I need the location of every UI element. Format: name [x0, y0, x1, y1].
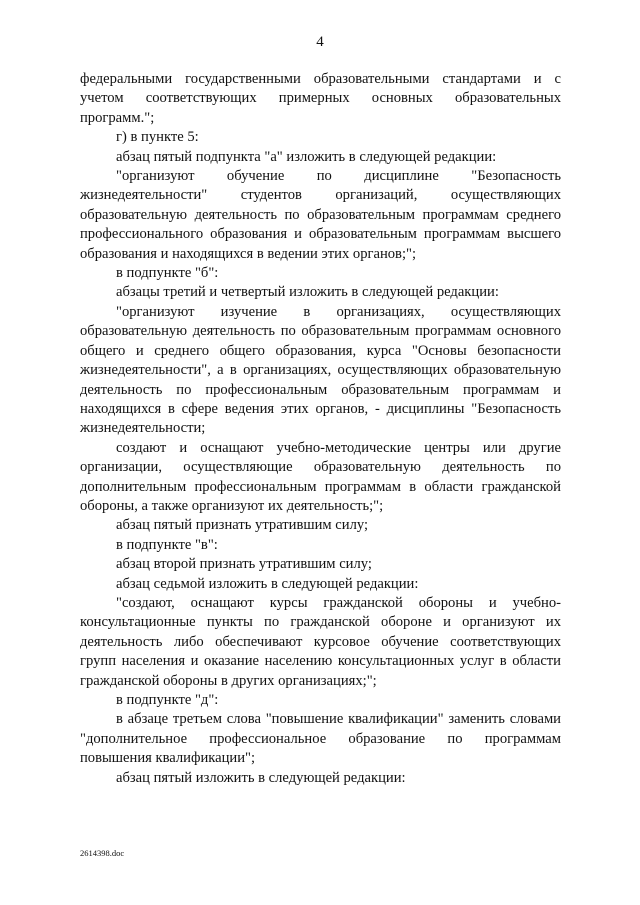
paragraph: абзац пятый подпункта "а" изложить в следующей редакции:	[116, 148, 497, 165]
paragraph: в абзаце третьем слова "повышение квалификации" заменить словами "дополнительное профессиональное образование по программам повышения квалификации";	[80, 711, 561, 767]
paragraph: г) в пункте 5:	[116, 129, 199, 146]
paragraph: в подпункте "в":	[116, 536, 218, 553]
paragraph: абзацы третий и четвертый изложить в следующей редакции:	[116, 284, 499, 301]
paragraph: "создают, оснащают курсы гражданской обороны и учебно-консультационные пункты по гражданской обороне и организуют их деятельность либо обеспечивают курсовое обучение соответствующих групп населения и оказание населению консультационных услуг в области гражданской обороны в других организациях;";	[80, 594, 561, 689]
paragraph: в подпункте "б":	[116, 265, 219, 282]
paragraph: абзац пятый признать утратившим силу;	[116, 517, 369, 534]
paragraph: абзац седьмой изложить в следующей редакции:	[116, 575, 419, 592]
paragraph: абзац второй признать утратившим силу;	[116, 556, 372, 573]
paragraph: "организуют изучение в организациях, осуществляющих образовательную деятельность по образовательным программам основного общего и среднего общего образования, курса "Основы безопасности жизнедеятельности", а в организациях, осуществляющих образовательную деятельность по профессиональным образовательным программам и находящихся в сфере ведения этих органов, - дисциплины "Безопасность жизнедеятельности;	[80, 303, 561, 437]
paragraph: создают и оснащают учебно-методические центры или другие организации, осуществляющие образовательную деятельность по дополнительным профессиональным программам в области гражданской обороны, а также организуют их деятельность;";	[80, 439, 561, 514]
paragraph: федеральными государственными образовательными стандартами и с учетом соответствующих примерных основных образовательных программ.";	[80, 71, 561, 126]
document-file-code: 2614398.doc	[80, 848, 125, 858]
page-number: 4	[316, 34, 324, 50]
paragraph: абзац пятый изложить в следующей редакции:	[116, 769, 406, 786]
paragraph: в подпункте "д":	[116, 692, 219, 708]
paragraph: "организуют обучение по дисциплине "Безопасность жизнедеятельности" студентов организаций, осуществляющих образовательную деятельность по образовательным программам среднего профессионального образования и образовательным программам высшего образования и находящихся в ведении этих органов;";	[80, 168, 561, 262]
document-body	[80, 70, 561, 788]
